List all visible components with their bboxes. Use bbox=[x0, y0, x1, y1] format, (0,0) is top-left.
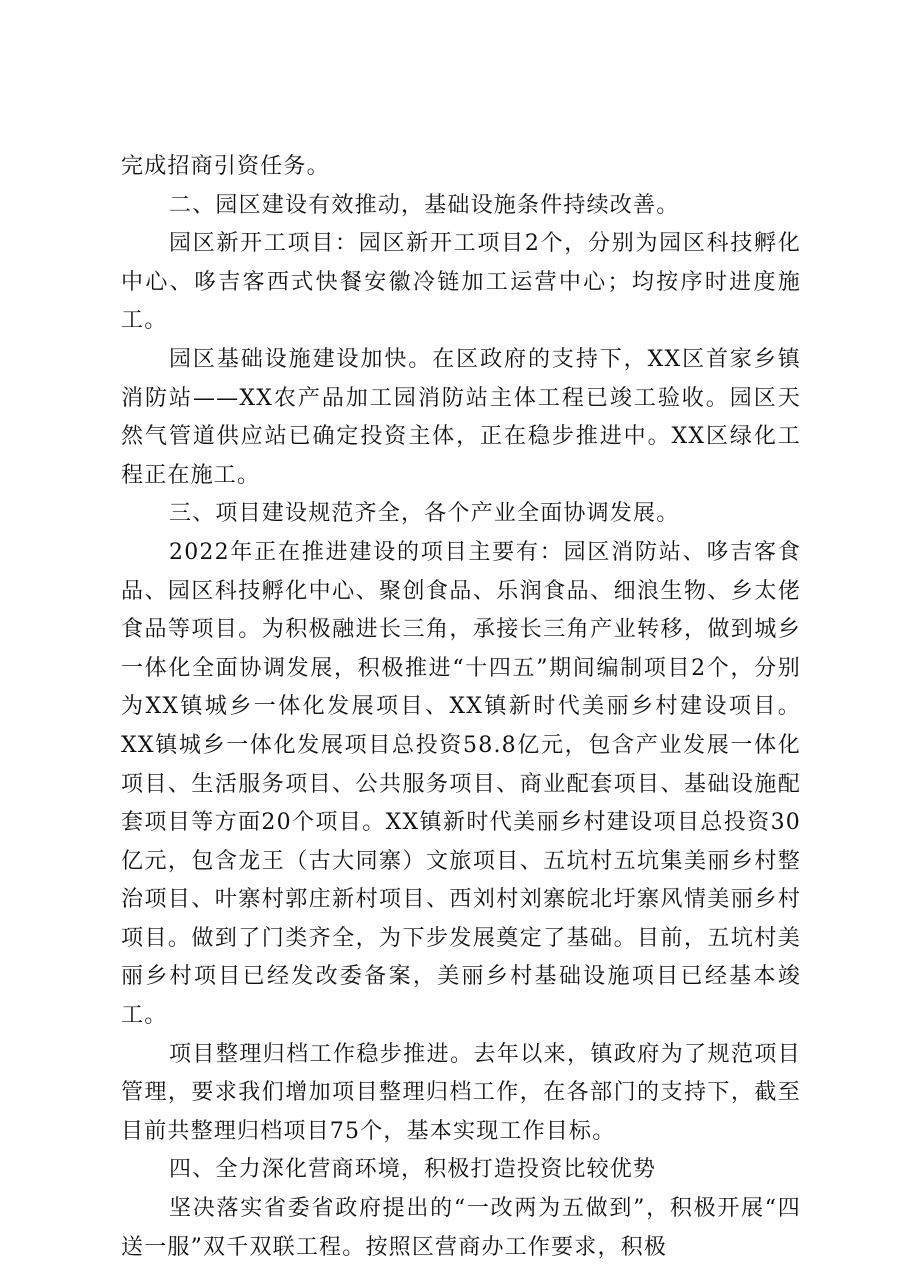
paragraph-2022-projects: 2022年正在推进建设的项目主要有：园区消防站、哆吉客食品、园区科技孵化中心、聚创食品、乐润食品、细浪生物、乡太佬食品等项目。为积极融进长三角，承接长三角产业转移，做到城乡一体化全面协调发展，积极推进“十四五”期间编制项目2个，分别为XX镇城乡一体化发展项目、XX镇新时代美丽乡村建设项目。XX镇城乡一体化发展项目总投资58.8亿元，包含产业发展一体化项目、生活服务项目、公共服务项目、商业配套项目、基础设施配套项目等方面20个项目。XX镇新时代美丽乡村建设项目总投资30亿元，包含龙王（古大同寨）文旅项目、五坑村五坑集美丽乡村整治项目、叶寨村郭庄新村项目、西刘村刘寨皖北圩寨风情美丽乡村项目。做到了门类齐全，为下步发展奠定了基础。目前，五坑村美丽乡村项目已经发改委备案，美丽乡村基础设施项目已经基本竣工。 bbox=[121, 539, 801, 1029]
section-heading-4: 四、全力深化营商环境，积极打造投资比较优势 bbox=[169, 1157, 657, 1183]
paragraph-archiving: 项目整理归档工作稳步推进。去年以来，镇政府为了规范项目管理，要求我们增加项目整理归档工作，在各部门的支持下，截至目前共整理归档项目75个，基本实现工作目标。 bbox=[121, 1041, 801, 1144]
document-body bbox=[121, 148, 801, 1267]
section-heading-2: 二、园区建设有效推动，基础设施条件持续改善。 bbox=[169, 192, 680, 218]
section-heading-3: 三、项目建设规范齐全，各个产业全面协调发展。 bbox=[169, 501, 680, 527]
paragraph-continuation: 完成招商引资任务。 bbox=[121, 154, 330, 179]
paragraph-business-environment: 坚决落实省委省政府提出的“一改两为五做到”，积极开展“四送一服”双千双联工程。按照区营商办工作要求，积极 bbox=[121, 1196, 801, 1260]
paragraph-new-projects: 园区新开工项目：园区新开工项目2个，分别为园区科技孵化中心、哆吉客西式快餐安徽冷链加工运营中心；均按序时进度施工。 bbox=[121, 231, 801, 334]
paragraph-infrastructure: 园区基础设施建设加快。在区政府的支持下，XX区首家乡镇消防站——XX农产品加工园消防站主体工程已竣工验收。园区天然气管道供应站已确定投资主体，正在稳步推进中。XX区绿化工程正在施工。 bbox=[121, 346, 801, 488]
